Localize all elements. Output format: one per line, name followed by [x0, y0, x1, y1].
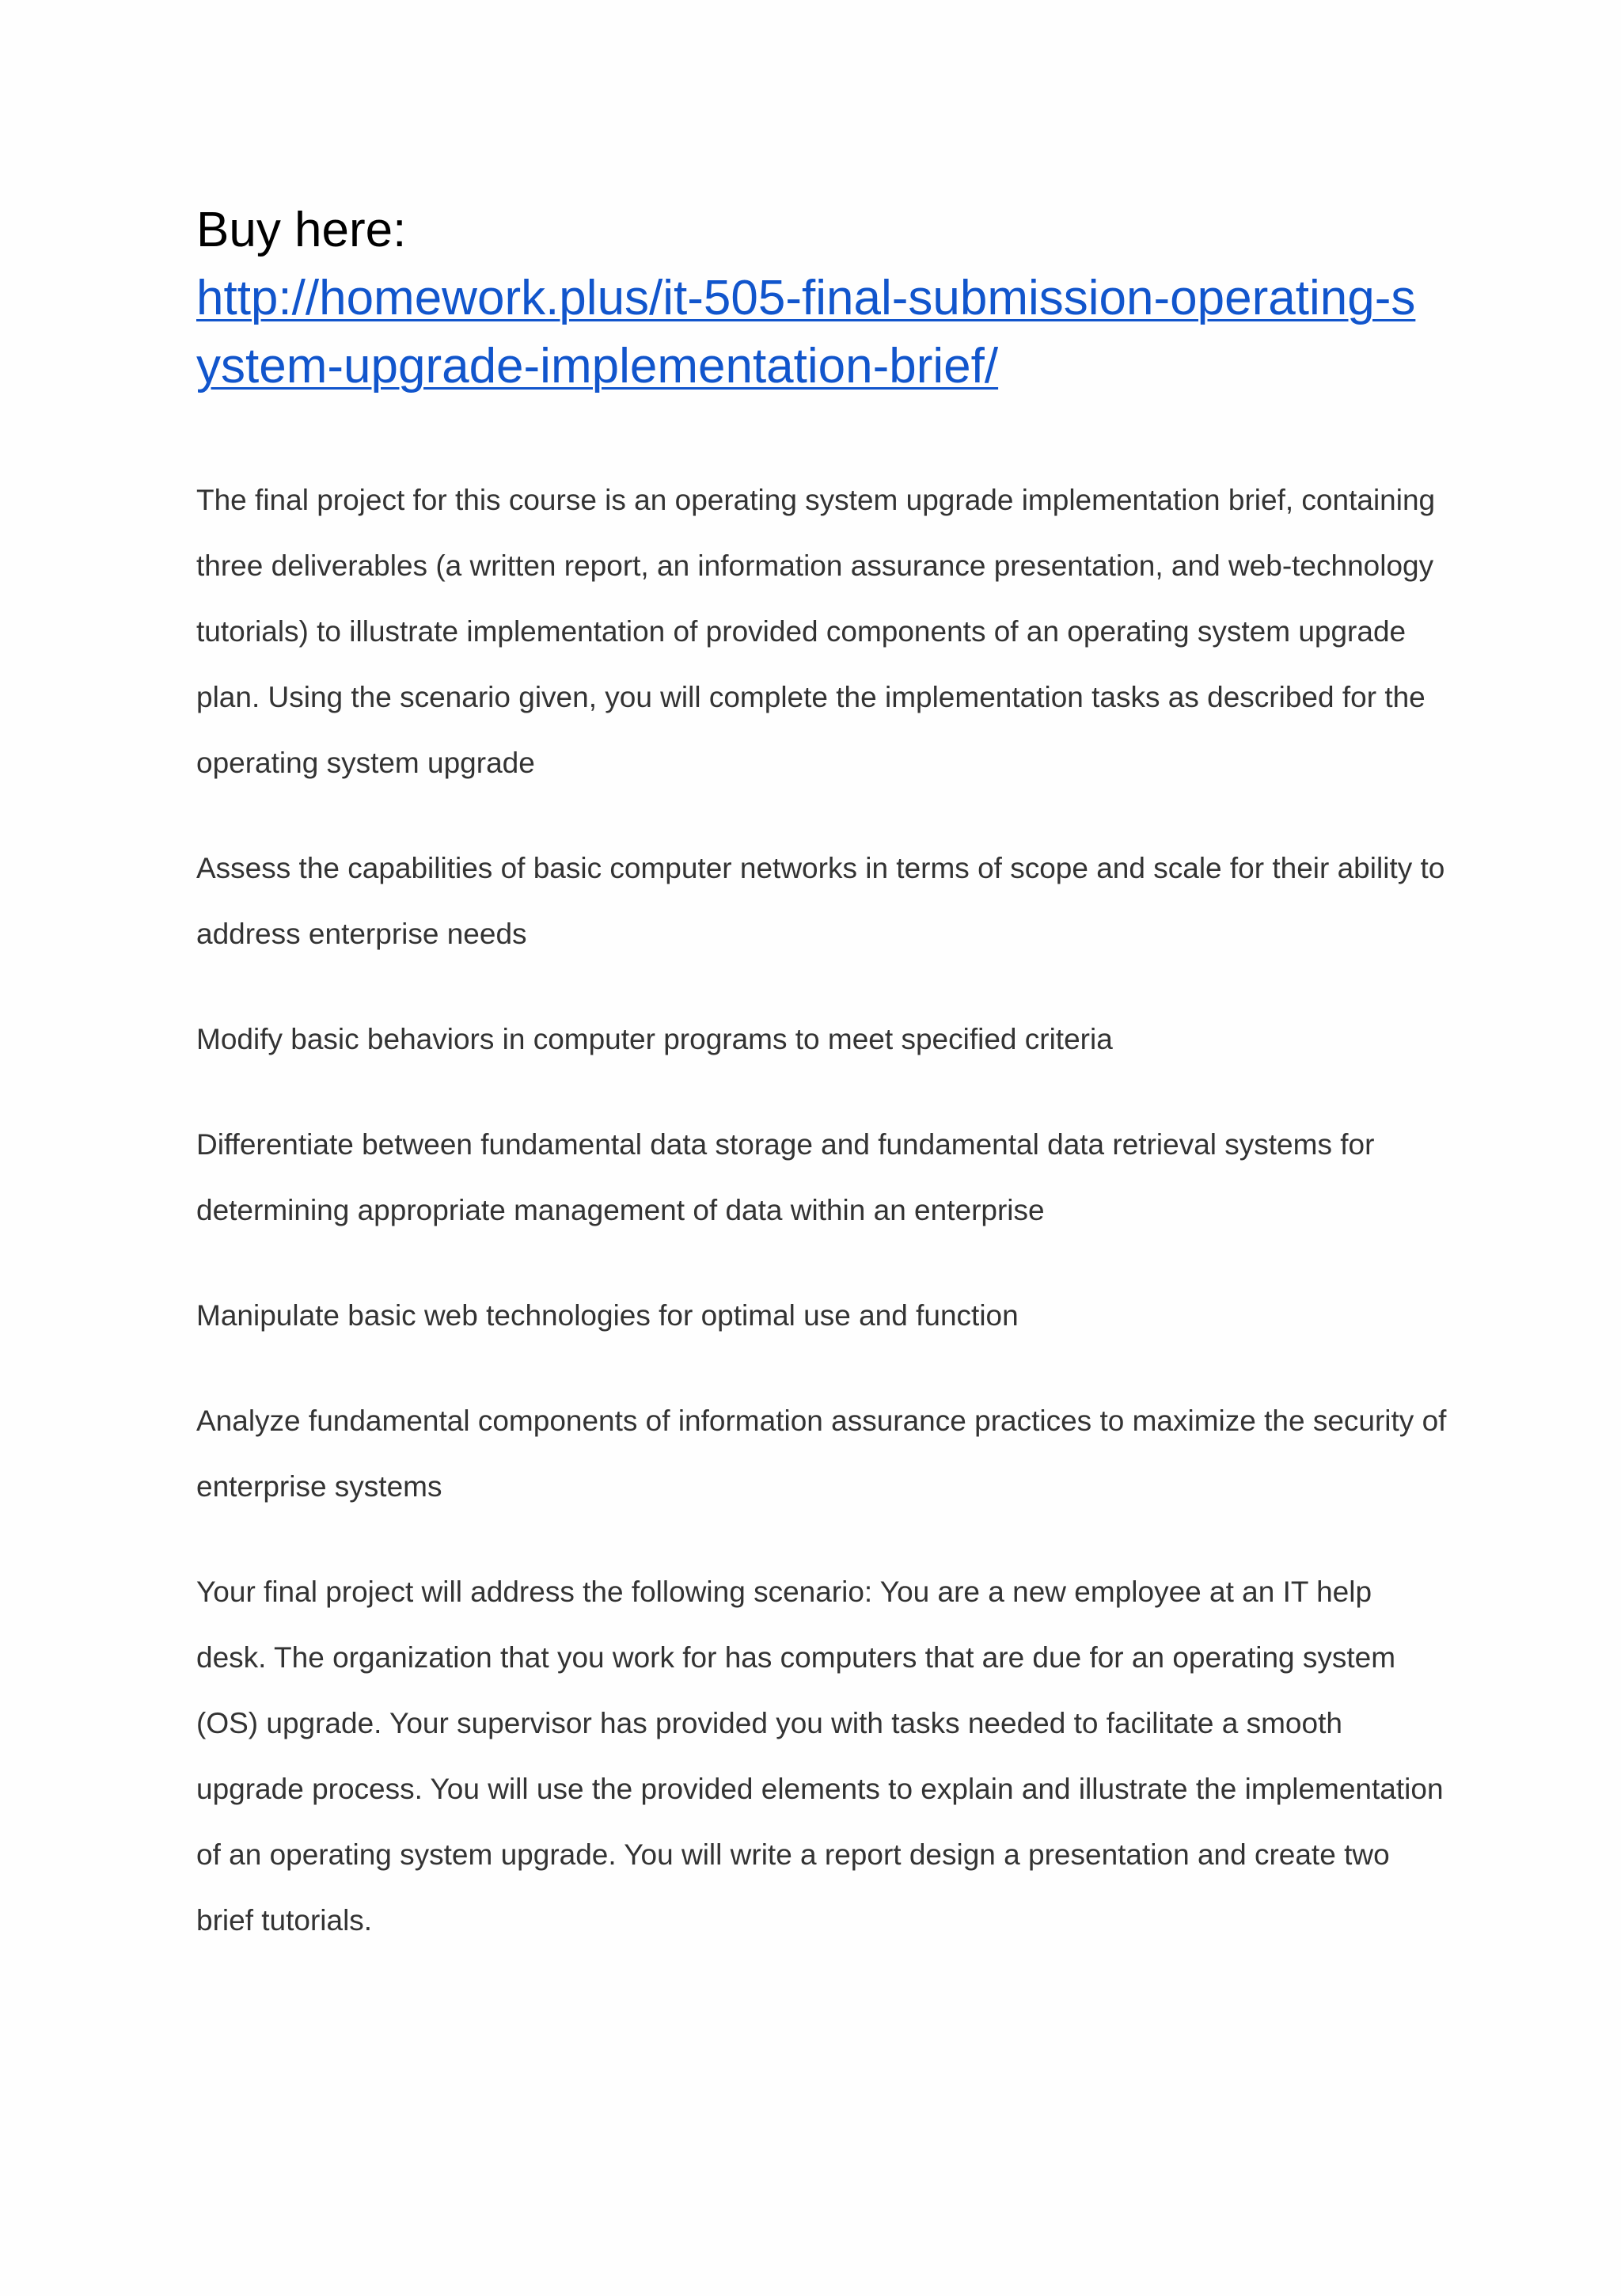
outcome-networks: Assess the capabilities of basic computer networks in terms of scope and scale for their ability to address enterprise needs [196, 852, 1445, 950]
outcome-programs: Modify basic behaviors in computer programs to meet specified criteria [196, 1023, 1113, 1055]
scenario-paragraph: Your final project will address the following scenario: You are a new employee at an IT help desk. The organization that you work for has computers that are due for an operating system (OS) upgrade. Your supervisor has provided you with tasks needed to facilitate a smooth upgrade process. You will use the provided elements to explain and illustrate the implementation of an operating system upgrade. You will write a report design a presentation and create two brief tutorials. [196, 1576, 1444, 1937]
heading-label: Buy here: [196, 203, 407, 257]
intro-paragraph: The final project for this course is an operating system upgrade implementation brief, containing three deliverables (a written report, an information assurance presentation, and web-technology tutorials) to illustrate implementation of provided components of an operating system upgrade plan. Using the scenario given, you will complete the implementation tasks as described for the operating system upgrade [196, 484, 1436, 779]
product-link[interactable]: http://homework.plus/it-505-final-submission-operating-system-upgrade-implementation-brief/ [196, 271, 1416, 393]
outcome-web-technologies: Manipulate basic web technologies for optimal use and function [196, 1299, 1019, 1332]
document-content [196, 196, 1447, 1953]
outcome-data-storage: Differentiate between fundamental data storage and fundamental data retrieval systems for determining appropriate management of data within an enterprise [196, 1128, 1375, 1226]
outcome-information-assurance: Analyze fundamental components of information assurance practices to maximize the security of enterprise systems [196, 1405, 1447, 1503]
